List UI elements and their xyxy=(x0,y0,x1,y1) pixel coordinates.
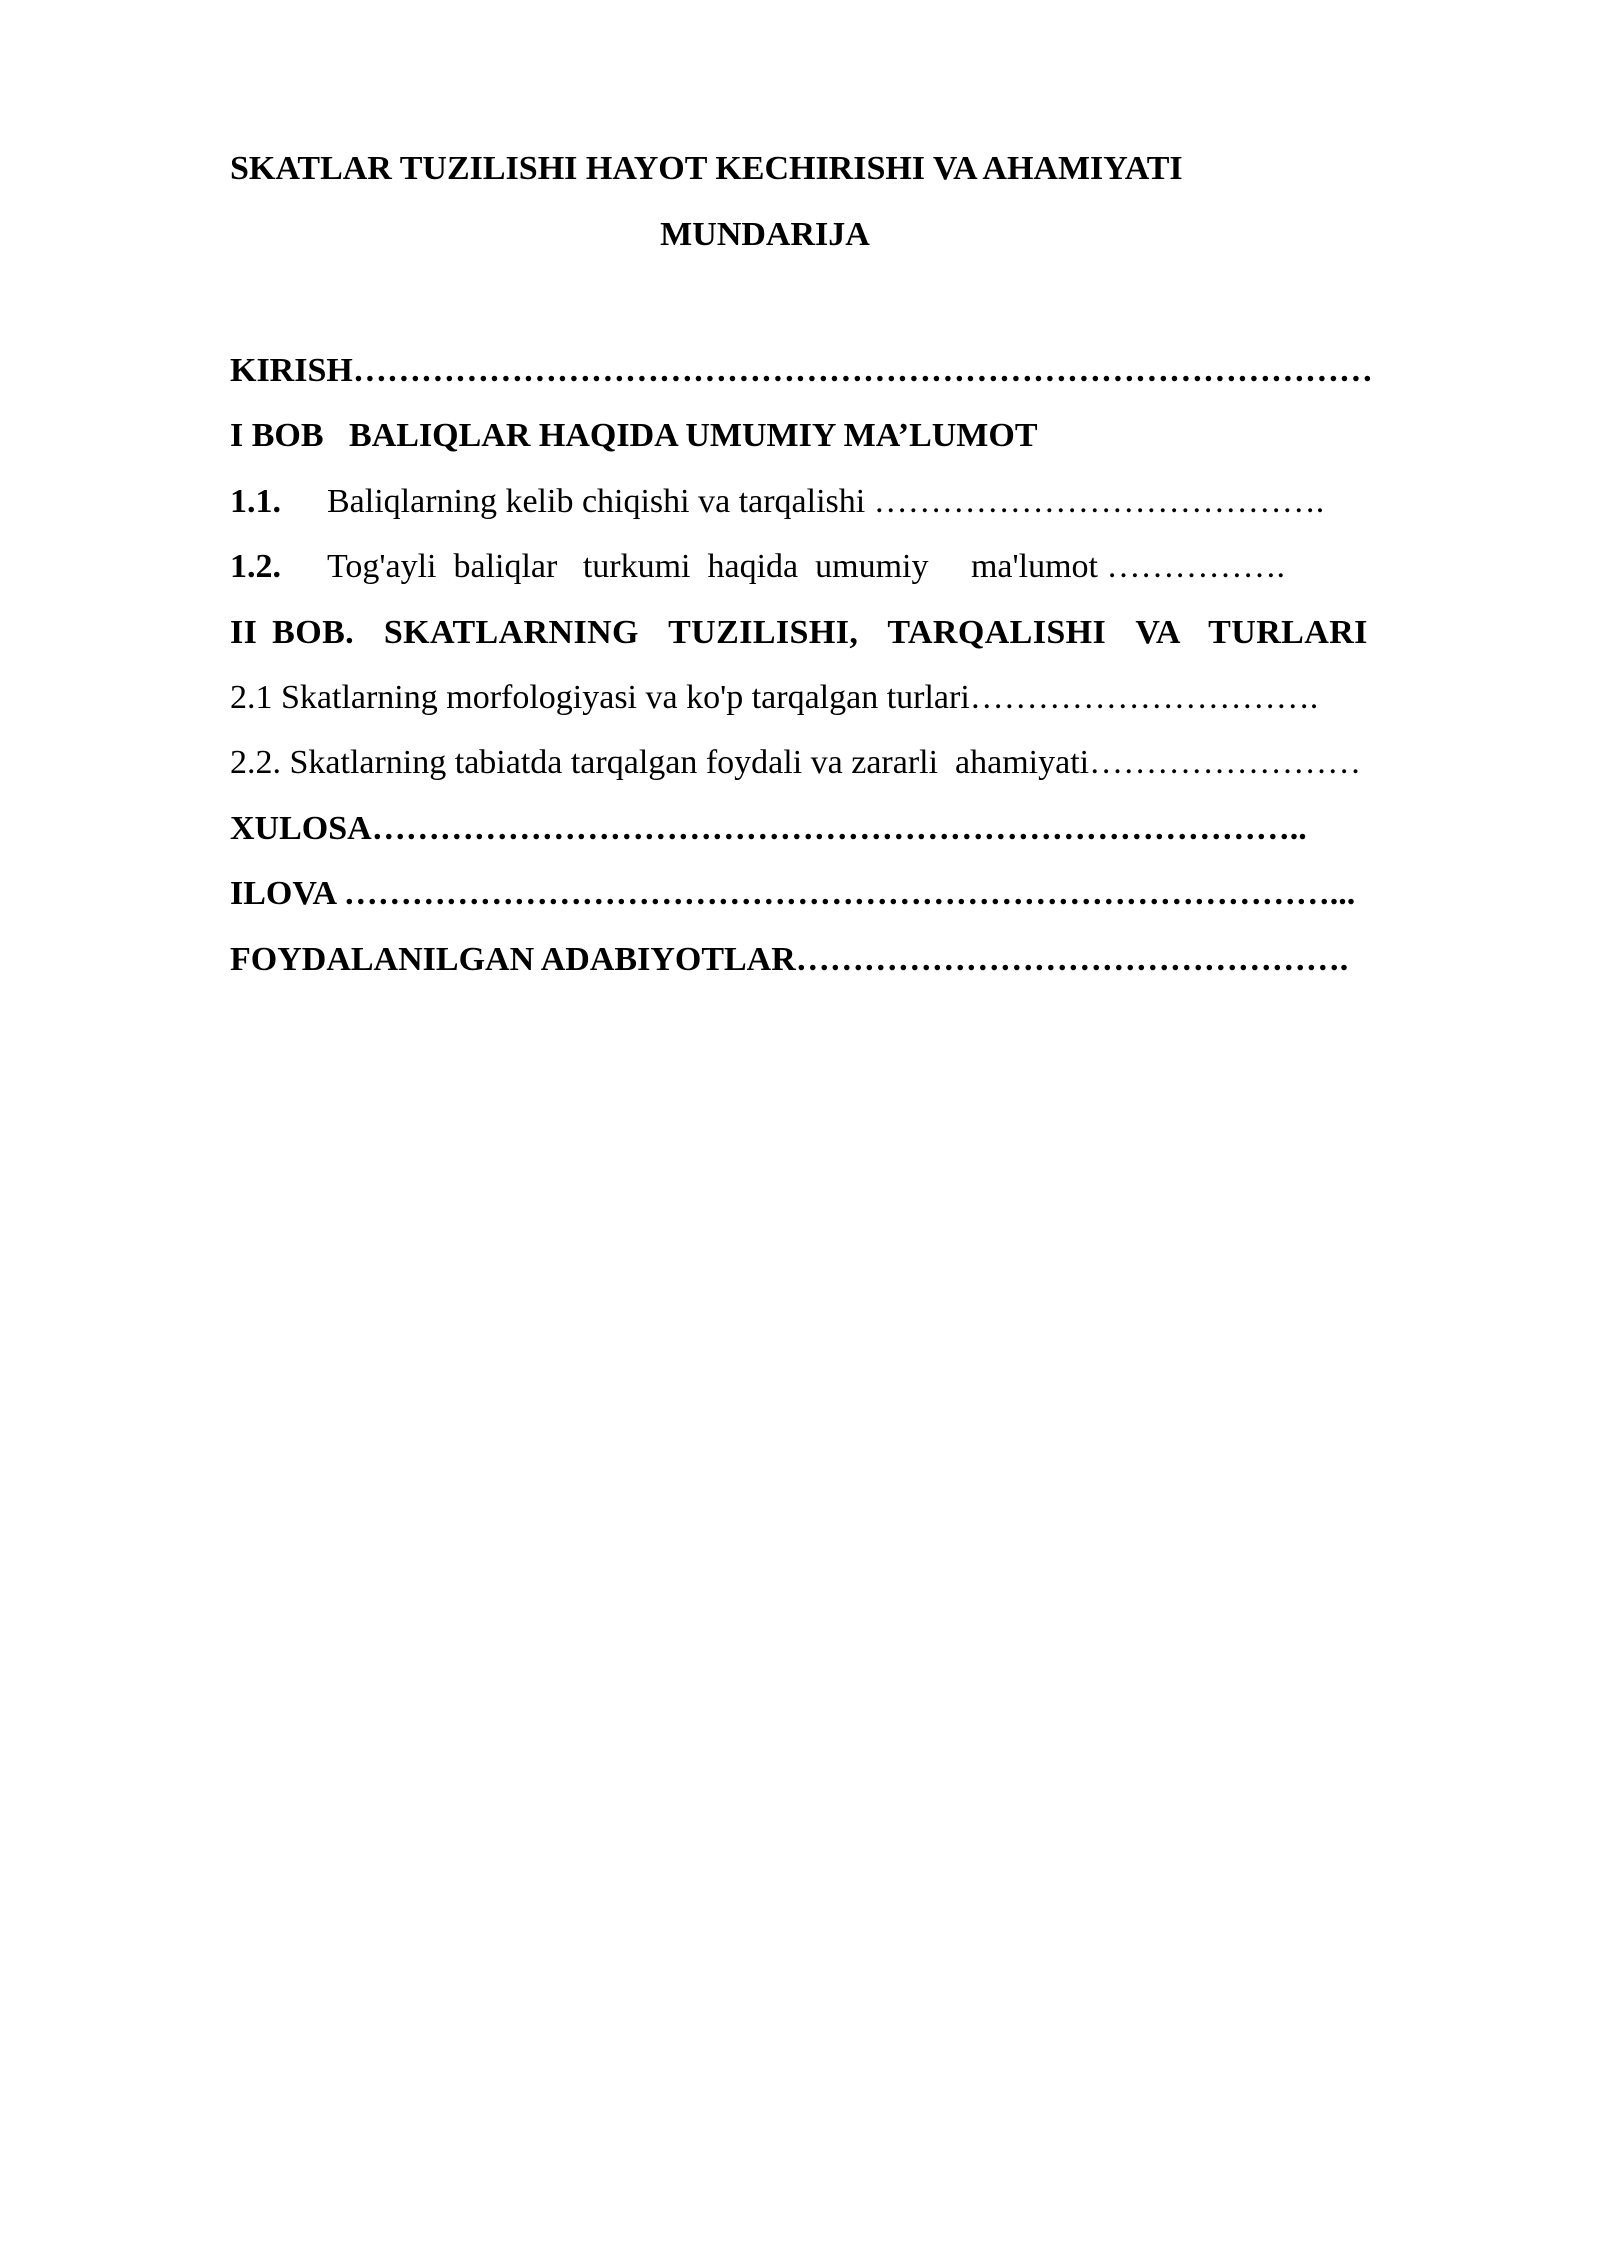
toc-entry-2-2 xyxy=(230,738,1530,803)
toc-entry-kirish xyxy=(230,346,1530,411)
toc-entry-number: 1.2. xyxy=(230,548,281,586)
toc-entry-text: 2.2. Skatlarning tabiatda tarqalgan foydali va zararli ahamiyati…………………… xyxy=(230,744,1362,782)
toc-entry-chapter-1 xyxy=(230,411,1530,476)
toc-entry-1-1 xyxy=(230,477,1530,542)
toc-entry-text: ILOVA ……………………………………………………………………………... xyxy=(230,875,1356,913)
toc-entry-text: FOYDALANILGAN ADABIYOTLAR…………………………………………. xyxy=(230,940,1349,978)
toc-entry-2-1 xyxy=(230,673,1530,738)
toc-entry-text: XULOSA……………………………………………………………………….. xyxy=(230,809,1307,847)
toc-entry-text: Tog'ayli baliqlar turkumi haqida umumiy ma'lumot ……………. xyxy=(327,548,1285,586)
toc-entry-text: II BOB. SKATLARNING TUZILISHI, TARQALISHI VA TURLARI xyxy=(230,613,1368,651)
toc-entry-text: I BOB BALIQLAR HAQIDA UMUMIY MA’LUMOT xyxy=(230,417,1038,455)
toc-entry-text: Baliqlarning kelib chiqishi va tarqalishi …………………………………. xyxy=(327,482,1325,520)
toc-entry-text: 2.1 Skatlarning morfologiyasi va ko'p tarqalgan turlari…………………………. xyxy=(230,678,1319,716)
document-title: SKATLAR TUZILISHI HAYOT KECHIRISHI VA AHAMIYATI xyxy=(230,150,1183,187)
toc-entry-text: KIRISH……………………………………………………………………………… xyxy=(230,352,1373,389)
toc-entry-references xyxy=(230,935,1530,1000)
toc-entry-1-2 xyxy=(230,542,1530,607)
toc-entry-number: 1.1. xyxy=(230,482,281,520)
toc-entry-xulosa xyxy=(230,804,1530,869)
toc-heading: MUNDARIJA xyxy=(660,216,870,253)
toc-entry-chapter-2 xyxy=(230,608,1530,673)
table-of-contents xyxy=(230,346,1530,1000)
toc-entry-ilova xyxy=(230,869,1530,934)
